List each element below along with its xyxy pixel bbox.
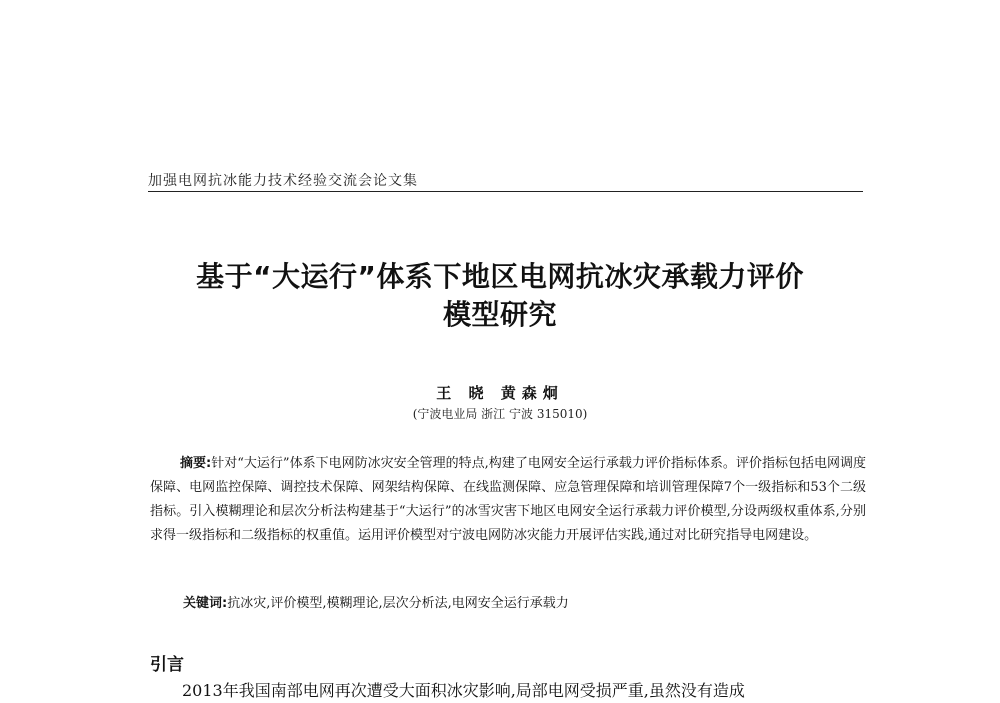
body-text: 2013年我国南部电网再次遭受大面积冰灾影响,局部电网受损严重,虽然没有造成 bbox=[182, 681, 745, 700]
keywords-text: 抗冰灾,评价模型,模糊理论,层次分析法,电网安全运行承载力 bbox=[227, 596, 569, 611]
running-header: 加强电网抗冰能力技术经验交流会论文集 bbox=[148, 173, 418, 189]
abstract bbox=[150, 452, 866, 548]
abstract-label: 摘要: bbox=[180, 456, 212, 471]
keywords-label: 关键词: bbox=[183, 596, 228, 611]
title-line-2: 模型研究 bbox=[442, 298, 557, 331]
header-divider bbox=[148, 191, 863, 192]
paper-title bbox=[150, 258, 850, 334]
affiliation: (宁波电业局 浙江 宁波 315010) bbox=[412, 407, 588, 421]
abstract-text: 针对“大运行”体系下电网防冰灾安全管理的特点,构建了电网安全运行承载力评价指标体系。评价指标包括电网调度保障、电网监控保障、调控技术保障、网架结构保障、在线监测保障、应急管理保障和培训管理保障7个一级指标和53个二级指标。引入模糊理论和层次分析法构建基于“大运行”的冰雪灾害下地区电网安全运行承载力评价模型,分设两级权重体系,分别求得一级指标和二级指标的权重值。运用评价模型对宁波电网防冰灾能力开展评估实践,通过对比研究指导电网建设。 bbox=[150, 456, 866, 543]
authors: 王 晓 黄森炯 bbox=[436, 384, 564, 402]
keywords bbox=[183, 592, 569, 611]
section-heading: 引言 bbox=[150, 655, 184, 675]
title-line-1: 基于“大运行”体系下地区电网抗冰灾承载力评价 bbox=[196, 260, 804, 293]
